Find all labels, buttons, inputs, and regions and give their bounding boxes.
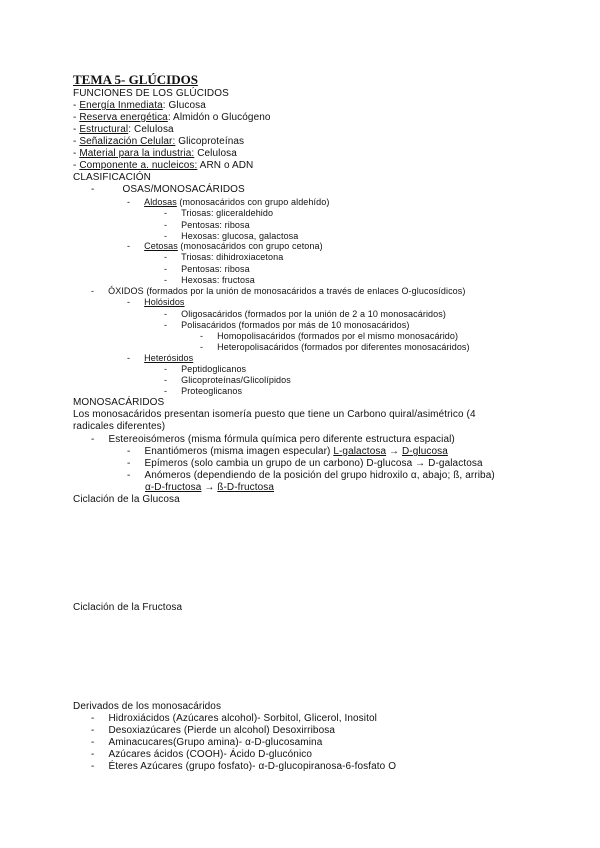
bullet-dash: - [73, 160, 77, 171]
heterosido-subitem [164, 375, 291, 386]
subitem-text: Proteoglicanos [181, 386, 243, 396]
alpha-d-fructosa: α-D-fructosa [145, 482, 202, 493]
poli-item [164, 320, 409, 331]
cetosa-subitem [164, 275, 255, 286]
cetosa-subitem [164, 264, 250, 275]
funcion-item [73, 148, 237, 159]
bullet-dash: - [91, 184, 95, 195]
bullet-dash: - [127, 197, 131, 207]
bullet-dash: - [73, 112, 77, 123]
arrow-icon: → [386, 446, 402, 457]
anomeros-example [145, 482, 274, 493]
enantiomeros-item [127, 446, 448, 457]
subitem-text: Pentosas: ribosa [181, 220, 250, 230]
subitem-text: Pentosas: ribosa [181, 264, 250, 274]
heterosido-subitem [164, 364, 246, 375]
bullet-dash: - [164, 252, 168, 262]
anomeros-text: Anómeros (dependiendo de la posición del grupo hidroxilo α, abajo; ß, arriba) [144, 470, 495, 481]
osas-item [91, 184, 245, 195]
subitem-text: Triosas: dihidroxiacetona [181, 252, 284, 262]
d-glucosa: D-glucosa [401, 446, 448, 457]
estereo-item [91, 434, 455, 445]
aldosas-label: Aldosas [144, 197, 177, 207]
oligo-item [164, 309, 446, 320]
bullet-dash: - [127, 458, 131, 469]
bullet-dash: - [164, 386, 168, 396]
bullet-dash: - [73, 100, 77, 111]
derivado-item [91, 761, 396, 772]
derivados-heading: Derivados de los monosacáridos [73, 701, 222, 712]
derivado-text: Azúcares ácidos (COOH)- Ácido D-glucónico [108, 749, 313, 760]
funcion-label: Reserva energética [79, 112, 168, 123]
bullet-dash: - [164, 309, 168, 319]
epimeros-text: Epímeros (solo cambia un grupo de un carbono) D-glucosa → D-galactosa [144, 458, 483, 469]
derivado-item [91, 749, 312, 760]
hetero-item [200, 342, 470, 353]
cetosas-desc: (monosacáridos con grupo cetona) [177, 241, 323, 251]
oxidos-label: ÓXIDOS (formados por la unión de monosacáridos a través de enlaces O-glucosídicos) [108, 286, 466, 296]
bullet-dash: - [127, 446, 131, 457]
funcion-value: Glicoproteínas [175, 136, 245, 147]
heterosidos-label: Heterósidos [144, 353, 194, 363]
estereo-text: Estereoisómeros (misma fórmula química pero diferente estructura espacial) [108, 434, 455, 445]
bullet-dash: - [164, 220, 168, 230]
bullet-dash: - [164, 364, 168, 374]
beta-d-fructosa: ß-D-fructosa [217, 482, 275, 493]
cetosa-subitem [164, 252, 283, 263]
funcion-item [73, 136, 244, 147]
bullet-dash: - [91, 725, 95, 736]
funcion-label: Material para la industria: [79, 148, 195, 159]
bullet-dash: - [164, 231, 168, 241]
derivado-text: Desoxiazúcares (Pierde un alcohol) Desoxirribosa [108, 725, 336, 736]
derivado-text: Hidroxiácidos (Azúcares alcohol)- Sorbitol, Glicerol, Inositol [108, 713, 377, 724]
bullet-dash: - [91, 749, 95, 760]
epimeros-item [127, 458, 483, 469]
cetosas-label: Cetosas [144, 241, 178, 251]
cetosas-item [127, 241, 323, 252]
bullet-dash: - [200, 342, 204, 352]
oxidos-item [91, 286, 465, 297]
bullet-dash: - [91, 761, 95, 772]
funciones-heading: FUNCIONES DE LOS GLÚCIDOS [73, 88, 229, 99]
l-galactosa: L-galactosa [333, 446, 387, 457]
bullet-dash: - [91, 286, 95, 296]
heterosidos-item [127, 353, 193, 364]
bullet-dash: - [127, 470, 131, 481]
funcion-value: ARN o ADN [197, 160, 254, 171]
bullet-dash: - [73, 124, 77, 135]
monosacaridos-heading: MONOSACÁRIDOS [73, 397, 165, 408]
bullet-dash: - [127, 297, 131, 307]
aldosa-subitem [164, 208, 273, 219]
funcion-label: Estructural [79, 124, 129, 135]
funcion-item: - Reserva energética: Almidón o Glucógeno [73, 112, 271, 123]
bullet-dash: - [91, 737, 95, 748]
subitem-text: Oligosacáridos (formados por la unión de 2 a 10 monosacáridos) [181, 309, 446, 319]
monosacaridos-intro-2: radicales diferentes) [73, 421, 166, 432]
derivado-item [91, 725, 335, 736]
holosidos-item [127, 297, 185, 308]
funcion-label: Componente a. nucleicos: [79, 160, 198, 171]
derivado-text: Éteres Azúcares (grupo fosfato)- α-D-glucopiranosa-6-fosfato O [108, 761, 397, 772]
bullet-dash: - [127, 353, 131, 363]
ciclacion-fructosa-heading: Ciclación de la Fructosa [73, 602, 183, 613]
anomeros-item [127, 470, 495, 481]
funcion-value: Celulosa [194, 148, 237, 159]
funcion-label: Energía Inmediata [79, 100, 163, 111]
osas-label: OSAS/MONOSACÁRIDOS [122, 184, 245, 195]
subitem-text: Triosas: gliceraldehido [181, 208, 274, 218]
subitem-text: Hexosas: fructosa [181, 275, 255, 285]
aldosas-desc: (monosacáridos con grupo aldehído) [176, 197, 330, 207]
heterosido-subitem [164, 386, 242, 397]
subitem-text: Glicoproteínas/Glicolípidos [181, 375, 291, 385]
bullet-dash: - [73, 148, 77, 159]
page-title: TEMA 5- GLÚCIDOS [73, 72, 198, 87]
subitem-text: Hexosas: glucosa, galactosa [181, 231, 299, 241]
bullet-dash: - [164, 208, 168, 218]
clasificacion-heading: CLASIFICACIÓN [73, 172, 151, 183]
funcion-item [73, 160, 253, 171]
funcion-value: Celulosa [131, 124, 174, 135]
bullet-dash: - [91, 434, 95, 445]
arrow-icon: → [201, 482, 218, 493]
subitem-text: Polisacáridos (formados por más de 10 monosacáridos) [181, 320, 410, 330]
derivado-item [91, 713, 377, 724]
bullet-dash: - [164, 375, 168, 385]
funcion-label: Señalización Celular: [79, 136, 176, 147]
funcion-value: Glucosa [165, 100, 206, 111]
bullet-dash: - [127, 241, 131, 251]
aldosas-item [127, 197, 329, 208]
funcion-value: Almidón o Glucógeno [170, 112, 271, 123]
homo-item [200, 331, 458, 342]
ciclacion-glucosa-heading: Ciclación de la Glucosa [73, 494, 180, 505]
bullet-dash: - [73, 136, 77, 147]
bullet-dash: - [164, 264, 168, 274]
monosacaridos-intro-1: Los monosacáridos presentan isomería puesto que tiene un Carbono quiral/asimétrico (4 [73, 409, 476, 420]
bullet-dash: - [91, 713, 95, 724]
bullet-dash: - [164, 275, 168, 285]
bullet-dash: - [200, 331, 204, 341]
enantiomeros-text: Enantiómeros (misma imagen especular) [144, 446, 334, 457]
subitem-text: Homopolisacáridos (formados por el mismo monosacárido) [217, 331, 459, 341]
derivado-text: Aminacucares(Grupo amina)- α-D-glucosamina [108, 737, 323, 748]
bullet-dash: - [164, 320, 168, 330]
holosidos-label: Holósidos [144, 297, 185, 307]
aldosa-subitem [164, 220, 250, 231]
funcion-item: - Estructural: Celulosa [73, 124, 174, 135]
subitem-text: Heteropolisacáridos (formados por diferentes monosacáridos) [217, 342, 470, 352]
funcion-item: - Energía Inmediata: Glucosa [73, 100, 206, 111]
subitem-text: Peptidoglicanos [181, 364, 247, 374]
derivado-item [91, 737, 322, 748]
